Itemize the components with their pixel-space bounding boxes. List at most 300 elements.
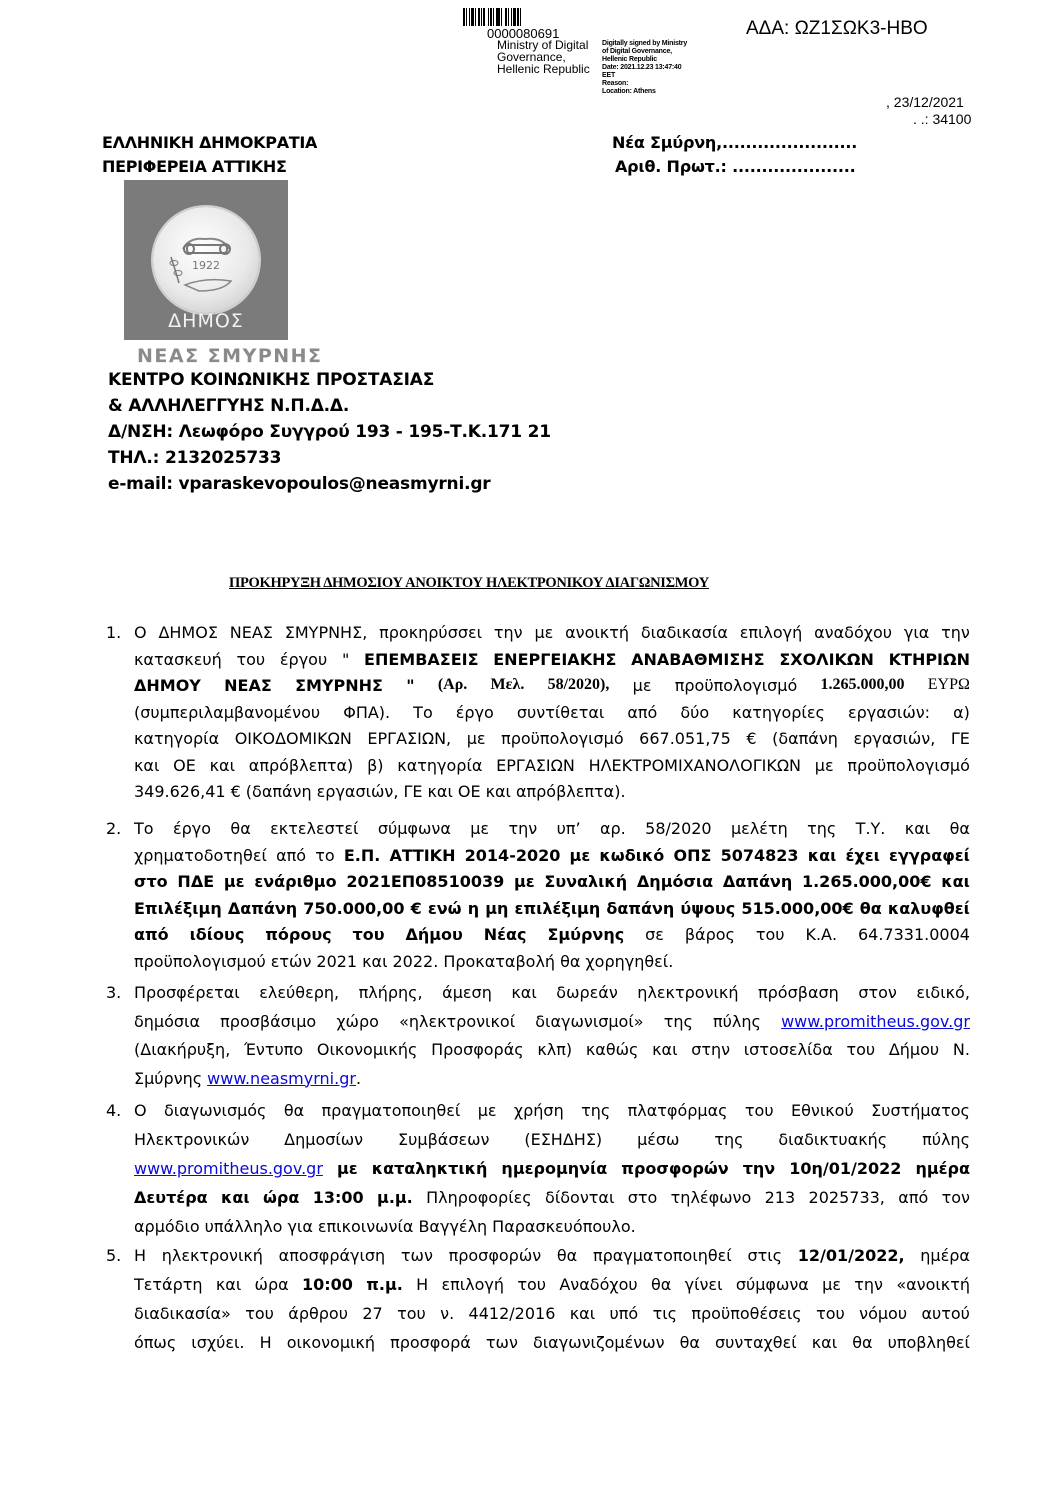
text-word: β) — [367, 755, 384, 775]
text-word: (Αρ. — [437, 676, 468, 693]
text-word: εκτελεστεί — [270, 819, 359, 838]
text-word: π.μ. — [366, 1275, 403, 1294]
text-word: Το — [134, 819, 154, 838]
list-item-line — [134, 1130, 970, 1149]
text-word: κατασκευή — [134, 649, 222, 669]
text-word: Κ.Α. — [805, 925, 838, 944]
text-word: α) — [953, 702, 970, 722]
text-word: Συστήματος — [871, 1101, 970, 1120]
text-word: με — [569, 845, 591, 865]
text-word: στο — [134, 872, 168, 891]
text-word: και — [511, 983, 537, 1002]
text-word: υπ’ — [556, 819, 581, 838]
signature-line: Digitally signed by Ministry — [602, 40, 688, 47]
text-word: σε — [645, 925, 664, 944]
signature-line: of Digital Governance, — [602, 48, 672, 55]
text-word: με — [223, 872, 245, 891]
text-word: 2022. — [392, 951, 439, 971]
text-word: (ΕΣΗΔΗΣ) — [524, 1130, 603, 1149]
text-word: Προσφέρεται — [134, 983, 240, 1002]
text-word: Η — [416, 1275, 429, 1294]
text-word: άμεση — [442, 983, 492, 1002]
text-word: μ.μ. — [377, 1188, 413, 1207]
text-word: (Διακήρυξη, — [134, 1040, 231, 1059]
text-word: ΚΤΗΡΙΩΝ — [888, 649, 970, 669]
text-word: 2021 — [316, 951, 358, 971]
list-item-line — [134, 1159, 970, 1178]
text-word: έργου — [279, 649, 328, 669]
text-word: με — [470, 819, 490, 838]
text-word: και — [362, 951, 388, 971]
text-word: ΟΕ — [457, 782, 481, 801]
text-word: αρ. — [599, 819, 626, 838]
text-word: διαγωνιζομένων — [532, 1333, 665, 1352]
text-word: ΑΝΑΒΑΘΜΙΣΗΣ — [631, 649, 765, 669]
text-word: κατηγορίες — [732, 702, 825, 722]
text-word: και — [807, 845, 837, 865]
text-word: ελεύθερη, — [259, 983, 340, 1002]
text-word: ενάριθμο — [254, 872, 337, 891]
text-word: Δήμου — [888, 1040, 940, 1059]
text-word: ώρα — [263, 1188, 300, 1207]
text-word: για — [903, 623, 930, 642]
document-date: , 23/12/2021 — [886, 94, 964, 110]
list-item-line — [134, 703, 970, 722]
text-word: πύλης — [922, 1130, 970, 1149]
text-word: της — [663, 1011, 693, 1031]
text-word: εργασιών, — [316, 782, 399, 801]
text-word: του — [245, 1304, 274, 1323]
list-item-line — [134, 819, 970, 838]
text-word: 27 — [362, 1304, 383, 1323]
text-word: δίδονται — [545, 1188, 615, 1207]
text-word: από — [276, 845, 307, 865]
text-word: Δευτέρα — [134, 1188, 208, 1207]
ministry-line: Governance, — [497, 50, 566, 64]
text-word: 750.000,00 — [303, 898, 405, 918]
text-word: Πληροφορίες — [426, 1188, 532, 1207]
list-item-line — [134, 756, 970, 775]
text-word: προσβάσιμο — [220, 1011, 317, 1031]
text-word: Έντυπο — [243, 1040, 304, 1059]
list-item-line — [134, 729, 970, 748]
list-item-line — [134, 925, 970, 944]
text-word: Τετάρτη — [134, 1275, 203, 1294]
municipality-logo — [124, 180, 288, 340]
list-item-line — [134, 983, 970, 1002]
text-word: καλυφθεί — [887, 898, 970, 918]
text-word: τηλέφωνο — [670, 1188, 752, 1207]
text-word: ΟΙΚΟΔΟΜΙΚΩΝ — [234, 729, 352, 748]
text-word: του — [236, 649, 266, 669]
text-word: της — [714, 1130, 744, 1149]
text-word: ΕΥΡΩ — [927, 676, 970, 693]
text-word: πλατφόρμας — [627, 1101, 728, 1120]
text-word: ΟΠΣ — [673, 845, 712, 865]
text-word: Σμύρνης — [134, 1068, 203, 1088]
text-word: ΕΡΓΑΣΙΩΝ, — [367, 729, 452, 748]
text-word: υποβληθεί — [887, 1333, 970, 1352]
text-word: . — [355, 1068, 362, 1088]
text-word: διαδικτυακής — [778, 1130, 888, 1149]
list-item-line — [134, 1040, 970, 1059]
text-word: ΑΤΤΙΚΗ — [389, 845, 456, 865]
text-word: του — [755, 925, 785, 944]
text-word: Προσφοράς — [431, 1040, 524, 1059]
text-word: " — [406, 676, 415, 695]
text-word: επιλογή — [441, 1275, 505, 1294]
text-word: δύο — [680, 702, 710, 722]
text-word: 64.7331.0004 — [857, 925, 970, 944]
text-word: και — [221, 1188, 250, 1207]
text-word: Παρασκευόπουλο. — [492, 1217, 636, 1236]
list-item-line — [134, 676, 970, 695]
document-title: ΠΡΟΚΗΡΥΞΗ ΔΗΜΟΣΙΟΥ ΑΝΟΙΚΤΟΥ ΗΛΕΚΤΡΟΝΙΚΟΥ ΔΙΑΓΩΝΙΣΜΟΥ — [229, 575, 709, 591]
list-item-line — [134, 782, 970, 801]
text-word: του — [816, 1304, 845, 1323]
website-link[interactable]: www.promitheus.gov.gr — [781, 1011, 970, 1031]
text-word: με — [336, 1159, 358, 1178]
list-item-line — [134, 1101, 970, 1120]
text-word: την — [508, 819, 538, 838]
text-word: ΝΕΑΣ — [229, 623, 273, 642]
list-item-number: 4. — [106, 1101, 122, 1120]
text-word: 58/2020 — [645, 819, 712, 838]
org-address: Δ/ΝΣΗ: Λεωφόρο Συγγρού 193 - 195-Τ.Κ.171 21 — [108, 422, 551, 442]
ministry-line: Ministry of Digital — [497, 38, 589, 52]
text-word: απρόβλεπτα) — [248, 755, 354, 775]
text-word: Βαγγέλη — [418, 1217, 488, 1236]
text-word: κωδικό — [599, 845, 665, 865]
text-word: (δαπάνη — [245, 782, 312, 801]
list-item-line — [134, 1217, 970, 1236]
text-word: 58/2020), — [547, 676, 610, 693]
text-word: του — [397, 1304, 426, 1323]
text-word: με — [513, 872, 535, 891]
text-word: 12/01/2022, — [797, 1246, 905, 1265]
barcode — [463, 8, 563, 26]
text-word: με — [477, 1101, 497, 1120]
signature-line: Reason: — [602, 80, 629, 87]
text-word: θα — [679, 1333, 700, 1352]
text-word: ΗΛΕΚΤΡΟΜΙΧΑΝΟΛΟΓΙΚΩΝ — [588, 755, 802, 775]
text-word: στο — [627, 1188, 658, 1207]
text-word: Επιλέξιμη — [134, 898, 222, 918]
text-word: χρηματοδοτηθεί — [134, 845, 267, 865]
list-item-number: 1. — [106, 623, 122, 642]
text-word: απρόβλεπτα). — [515, 782, 626, 801]
text-word: επικοινωνία — [317, 1217, 414, 1236]
text-word: προκηρύσσει — [379, 623, 483, 642]
text-word: 5074823 — [720, 845, 799, 865]
text-word: από — [134, 925, 169, 944]
text-word: 213 — [764, 1188, 796, 1207]
text-word: άρθρου — [288, 1304, 348, 1323]
text-word: στον — [858, 983, 897, 1002]
text-word: όπως — [134, 1333, 177, 1352]
text-word: των — [485, 1333, 518, 1352]
text-word: «ανοικτή — [896, 1275, 970, 1294]
text-word: με — [534, 623, 554, 642]
text-word: στις — [747, 1246, 783, 1265]
list-item-number: 5. — [106, 1246, 122, 1265]
text-word: δαπάνη — [606, 898, 675, 918]
text-word: 13:00 — [312, 1188, 364, 1207]
text-word: ΣΜΥΡΝΗΣ, — [284, 623, 368, 642]
text-word: με — [632, 676, 652, 695]
text-word: μη — [485, 898, 509, 918]
text-word: προσφορά — [390, 1333, 471, 1352]
text-word: θα — [560, 951, 581, 971]
text-word: Η — [134, 1246, 147, 1265]
text-word: στην — [691, 1040, 731, 1059]
text-word: 2014-2020 — [464, 845, 561, 865]
text-word: καταληκτική — [371, 1159, 488, 1178]
signature-line: Hellenic Republic — [602, 56, 657, 63]
text-word: της — [581, 1101, 611, 1120]
text-word: Δήμου — [405, 925, 463, 944]
text-word: Ο — [134, 623, 147, 642]
text-word: ημερομηνία — [501, 1159, 608, 1178]
signature-line: EET — [602, 72, 616, 79]
text-word: 10:00 — [301, 1275, 353, 1294]
text-word: την — [941, 623, 970, 642]
text-word: 2025733, — [808, 1188, 885, 1207]
text-word: σύμφωνα — [735, 1275, 809, 1294]
text-word: από — [898, 1188, 929, 1207]
list-item-line — [134, 1304, 970, 1323]
text-word: πύλης — [713, 1011, 761, 1031]
logo-municipality-name: ΝΕΑΣ ΣΜΥΡΝΗΣ — [137, 345, 323, 367]
text-word: αρμόδιο — [134, 1217, 200, 1236]
text-word: εργασιών: — [847, 702, 931, 722]
text-word: του — [744, 1101, 774, 1120]
list-item-line — [134, 846, 970, 865]
org-name-line-2: & ΑΛΛΗΛΕΓΓΥΗΣ Ν.Π.Δ.Δ. — [108, 396, 350, 416]
text-word: αποσφράγιση — [278, 1246, 386, 1265]
text-word: πλήρης, — [358, 983, 423, 1002]
text-word: συνταχθεί — [715, 1333, 797, 1352]
text-word: ΕΡΓΑΣΙΩΝ — [496, 755, 575, 775]
text-word: για — [287, 1217, 313, 1236]
text-word: και — [941, 872, 970, 891]
text-word: προϋποθέσεις — [691, 1304, 802, 1323]
text-word: διαγωνισμός — [163, 1101, 267, 1120]
text-word: κατηγορία — [134, 729, 220, 748]
text-word: του — [352, 925, 385, 944]
text-word: νόμου — [859, 1304, 908, 1323]
website-link[interactable]: www.promitheus.gov.gr — [134, 1159, 323, 1178]
list-item-line — [134, 1246, 970, 1265]
text-word: έργο — [172, 819, 212, 838]
ada-code: ΑΔΑ: ΩΖ1ΣΩΚ3-ΗΒΟ — [746, 18, 928, 39]
text-word: κατηγορία — [397, 755, 483, 775]
text-word: της — [807, 819, 837, 838]
text-word: αυτού — [921, 1304, 970, 1323]
text-word: εγγραφεί — [889, 845, 970, 865]
text-word: ΓΕ — [950, 729, 970, 748]
text-word: δημόσια — [134, 1011, 200, 1031]
text-word: Η — [259, 1333, 272, 1352]
text-word: Εθνικού — [790, 1101, 854, 1120]
text-word: ημέρα — [915, 1159, 970, 1178]
text-word: 2021ΕΠ08510039 — [346, 872, 505, 891]
text-word: θα — [283, 1101, 305, 1120]
text-word: και — [427, 782, 453, 801]
text-word: την — [742, 1159, 776, 1178]
logo-dimos-text: ΔΗΜΟΣ — [168, 310, 244, 332]
text-word: επιλέξιμη — [514, 898, 601, 918]
text-word: από — [627, 702, 658, 722]
text-word: θα — [949, 819, 970, 838]
org-phone: ΤΗΛ.: 2132025733 — [108, 448, 282, 468]
text-word: Ν. — [952, 1040, 970, 1059]
text-word: με — [814, 755, 834, 775]
text-word: επιλογή — [739, 623, 803, 642]
list-item-line — [134, 899, 970, 918]
header-republic: ΕΛΛΗΝΙΚΗ ΔΗΜΟΚΡΑΤΙΑ — [102, 133, 318, 152]
text-word: θα — [859, 898, 882, 918]
text-word: έργο — [455, 702, 494, 722]
text-word: θα — [852, 1333, 873, 1352]
text-word: ώρα — [254, 1275, 289, 1294]
text-word: Οικονομικής — [316, 1040, 418, 1059]
text-word: και — [485, 782, 511, 801]
text-word: βάρος — [684, 925, 735, 944]
header-protocol: Αριθ. Πρωτ.: ..................... — [615, 157, 856, 176]
text-word: ΔΗΜΟΣ — [158, 623, 218, 642]
text-word: κλπ) — [537, 1040, 573, 1059]
svg-text:1922: 1922 — [192, 259, 220, 272]
text-word: των — [400, 1246, 433, 1265]
text-word: και — [569, 1304, 596, 1323]
text-word: του — [846, 1040, 876, 1059]
text-word: Τ.Υ. — [855, 819, 886, 838]
text-word: ΓΕ — [403, 782, 423, 801]
coin-emblem-icon — [153, 207, 259, 313]
list-item-line — [134, 623, 970, 642]
text-word: Σμύρνης — [547, 925, 625, 944]
text-word: Δημόσια — [636, 872, 714, 891]
text-word: Ο — [134, 1101, 147, 1120]
list-item-number: 3. — [106, 983, 122, 1002]
text-word: τον — [941, 1188, 970, 1207]
list-item-line — [134, 1275, 970, 1294]
text-word: ΕΝΕΡΓΕΙΑΚΗΣ — [493, 649, 617, 669]
text-word: Συναλική — [544, 872, 628, 891]
text-word: ιδίους — [189, 925, 245, 944]
text-word: οικονομική — [286, 1333, 375, 1352]
text-word: ΠΔΕ — [177, 872, 215, 891]
text-word: υπάλληλο — [204, 1217, 283, 1236]
text-word: θα — [556, 1246, 578, 1265]
text-word: ανοικτή — [565, 623, 629, 642]
list-item-number: 2. — [106, 819, 122, 838]
list-item-line — [134, 952, 970, 971]
text-word: διαγωνισμοί» — [535, 1011, 644, 1031]
barcode-number: 0000080691 — [487, 26, 560, 41]
text-word: «ηλεκτρονικοί — [399, 1011, 516, 1031]
text-word: ΟΕ — [173, 755, 196, 775]
text-word: την — [854, 1275, 883, 1294]
text-word: διαδικασία — [640, 623, 728, 642]
text-word: Ηλεκτρονικών — [134, 1130, 250, 1149]
text-word: Μελ. — [490, 676, 525, 693]
text-word: Αναδόχου — [559, 1275, 638, 1294]
text-word: Δημοσίων — [284, 1130, 364, 1149]
text-word: Δαπάνη — [227, 898, 298, 918]
text-word: εργασιών, — [853, 729, 936, 748]
ministry-label — [497, 39, 590, 75]
text-word: και — [134, 755, 160, 775]
text-word: μελέτη — [731, 819, 788, 838]
signature-line: Location: Athens — [602, 88, 656, 95]
text-word: χορηγηθεί. — [585, 951, 674, 971]
text-word: 10η/01/2022 — [789, 1159, 902, 1178]
text-word: και — [904, 819, 931, 838]
text-word: προσφορών — [621, 1159, 729, 1178]
text-word: την — [493, 623, 523, 642]
digital-signature — [602, 40, 687, 96]
text-word: ΣΜΥΡΝΗΣ — [295, 676, 383, 695]
text-word: Το — [413, 702, 433, 722]
list-item-line — [134, 1069, 970, 1088]
text-word: μέσω — [637, 1130, 680, 1149]
text-word: προϋπολογισμό — [501, 729, 624, 748]
text-word: Νέας — [483, 925, 527, 944]
text-word: του — [517, 1275, 547, 1294]
text-word: χρήση — [513, 1101, 564, 1120]
list-item-line — [134, 1012, 970, 1031]
text-word: καθώς — [585, 1040, 639, 1059]
text-word: προϋπολογισμού — [134, 951, 266, 971]
text-word: η — [467, 898, 480, 918]
text-word: (συμπεριλαμβανομένου — [134, 702, 321, 722]
protocol-number: . .: 34100 — [913, 111, 972, 127]
text-word: ΝΕΑΣ — [224, 676, 272, 695]
text-word: και — [652, 1040, 678, 1059]
website-link[interactable]: www.neasmyrni.gr — [207, 1068, 356, 1088]
text-word: γίνει — [684, 1275, 723, 1294]
text-word: ημέρα — [920, 1246, 970, 1265]
text-word: Ε.Π. — [343, 845, 381, 865]
text-word: € — [230, 782, 241, 801]
text-word: δωρεάν — [556, 983, 618, 1002]
text-word: € — [746, 729, 757, 748]
text-word: και — [215, 1275, 242, 1294]
text-word: (δαπάνη — [772, 729, 838, 748]
text-word: θα — [230, 819, 251, 838]
text-word: συντίθεται — [516, 702, 605, 722]
text-word: υπό — [609, 1304, 639, 1323]
text-word: 349.626,41 — [134, 782, 226, 801]
text-word: ΔΗΜΟΥ — [134, 676, 201, 695]
text-word: και — [209, 755, 236, 775]
text-word: προσφορών — [448, 1246, 542, 1265]
list-item-line — [134, 1333, 970, 1352]
text-word: " — [341, 649, 350, 669]
text-word: προϋπολογισμό — [674, 676, 798, 695]
text-word: ιστοσελίδα — [743, 1040, 833, 1059]
text-word: ενώ — [427, 898, 462, 918]
text-word: 667.051,75 — [639, 729, 731, 748]
org-name-line-1: ΚΕΝΤΡΟ ΚΟΙΝΩΝΙΚΗΣ ΠΡΟΣΤΑΣΙΑΣ — [108, 370, 435, 390]
text-word: ηλεκτρονική — [161, 1246, 263, 1265]
text-word: σύμφωνα — [377, 819, 451, 838]
text-word: διαδικασία» — [134, 1304, 231, 1323]
text-word: ΦΠΑ). — [343, 702, 391, 722]
list-item-line — [134, 1188, 970, 1207]
